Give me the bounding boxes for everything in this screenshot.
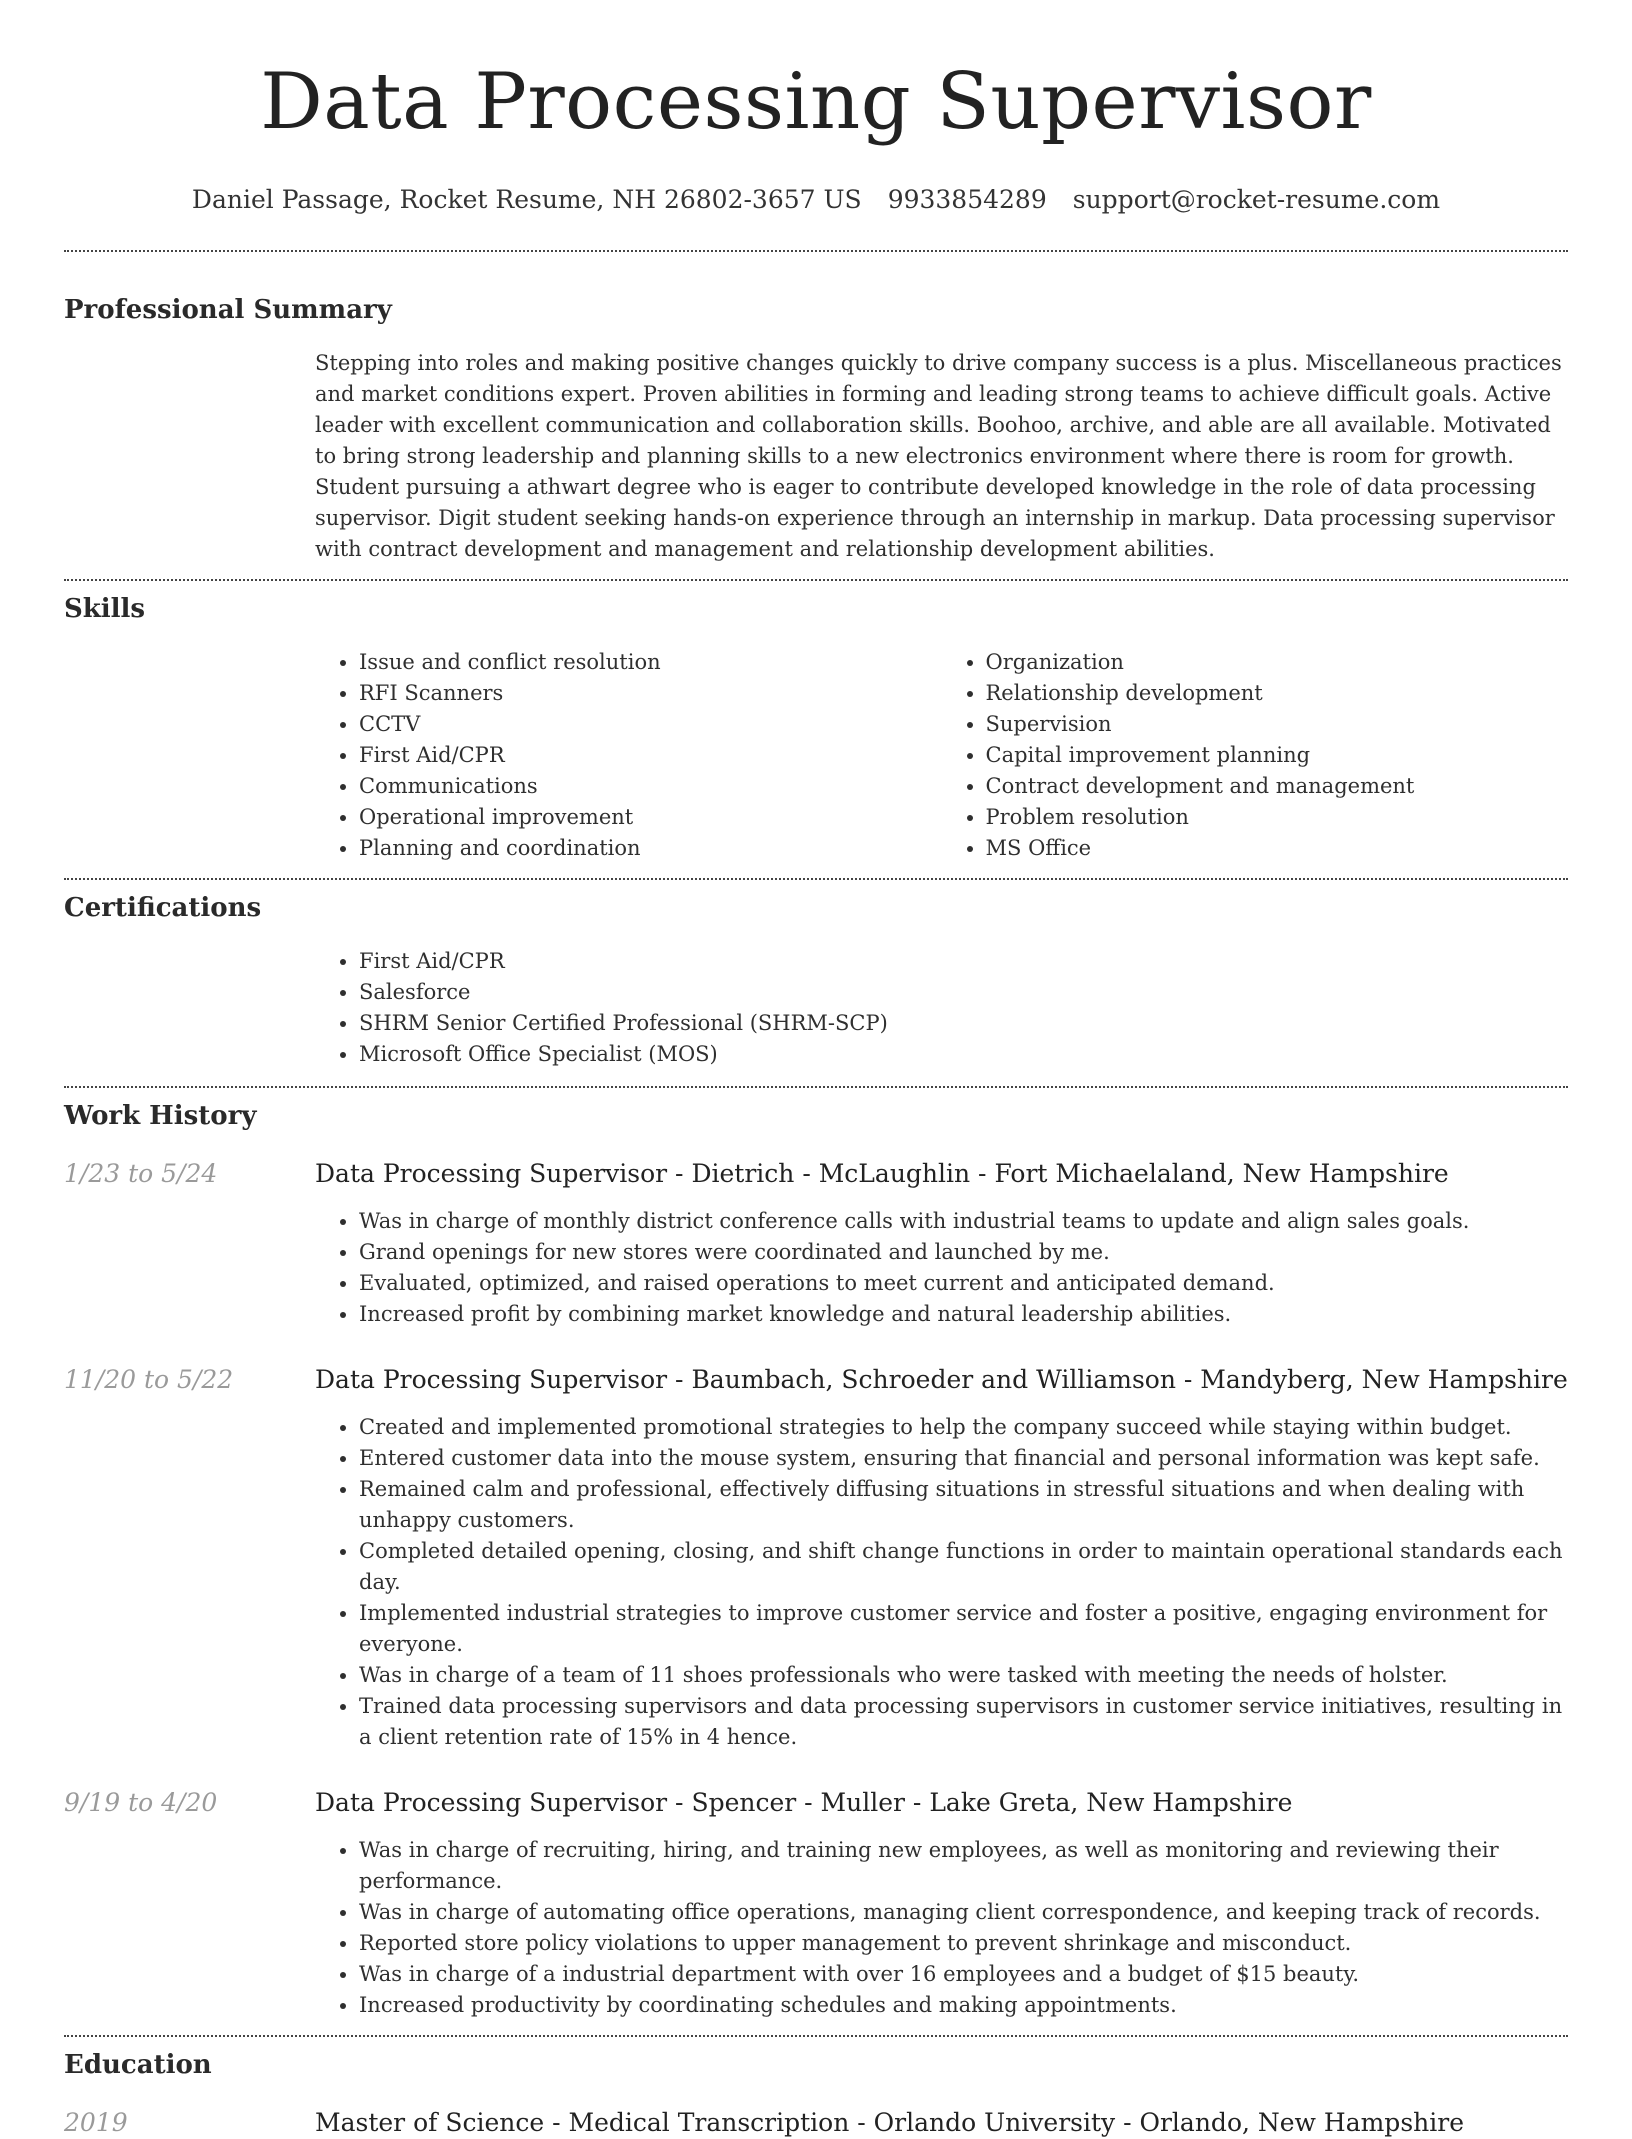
job-bullet: • Was in charge of monthly district conference calls with industrial teams to update and align sales goals. bbox=[359, 1206, 1568, 1237]
skill-item: • Supervision bbox=[986, 709, 1569, 740]
skill-item: • Contract development and management bbox=[986, 771, 1569, 802]
job-bullet: • Entered customer data into the mouse system, ensuring that financial and personal information was kept safe. bbox=[359, 1443, 1568, 1474]
summary-section bbox=[64, 294, 1568, 565]
job-bullet: • Remained calm and professional, effectively diffusing situations in stressful situations and when dealing with unhappy customers. bbox=[359, 1474, 1568, 1536]
job-body bbox=[315, 1206, 1568, 1330]
certification-item: • First Aid/CPR bbox=[359, 946, 1568, 977]
job-bullet: • Was in charge of a industrial department with over 16 employees and a budget of $15 beauty. bbox=[359, 1959, 1568, 1990]
job-bullet: • Was in charge of automating office operations, managing client correspondence, and keeping track of records. bbox=[359, 1897, 1568, 1928]
education-title-line: Master of Science - Medical Transcription - Orlando University - Orlando, New Hampshire bbox=[315, 2108, 1464, 2137]
divider bbox=[64, 579, 1568, 581]
job-bullets bbox=[315, 1206, 1568, 1330]
job-header bbox=[64, 1158, 1568, 1190]
work-title: Work History bbox=[64, 1101, 257, 1131]
skill-item: • CCTV bbox=[359, 709, 942, 740]
contact-email[interactable]: support@rocket-resume.com bbox=[1072, 185, 1441, 214]
skill-item: • Relationship development bbox=[986, 678, 1569, 709]
job-bullet: • Implemented industrial strategies to improve customer service and foster a positive, engaging environment for everyone. bbox=[359, 1598, 1568, 1660]
job-dates: 9/19 to 4/20 bbox=[64, 1788, 218, 1817]
skill-item: • First Aid/CPR bbox=[359, 740, 942, 771]
job-bullet: • Reported store policy violations to upper management to prevent shrinkage and misconduct. bbox=[359, 1928, 1568, 1959]
job-bullet: • Grand openings for new stores were coordinated and launched by me. bbox=[359, 1237, 1568, 1268]
contact-line bbox=[64, 184, 1568, 216]
divider bbox=[64, 1086, 1568, 1088]
certifications-body bbox=[315, 946, 1568, 1070]
job-dates: 11/20 to 5/22 bbox=[64, 1365, 234, 1394]
job-bullets bbox=[315, 1412, 1568, 1753]
job-bullet: • Was in charge of a team of 11 shoes professionals who were tasked with meeting the needs of holster. bbox=[359, 1660, 1568, 1691]
job-title: Data Processing Supervisor - Baumbach, Schroeder and Williamson - Mandyberg, New Hampshire bbox=[315, 1365, 1568, 1394]
contact-phone: 9933854289 bbox=[887, 185, 1047, 214]
job-header bbox=[64, 1787, 1568, 1819]
education-section bbox=[64, 2049, 1568, 2139]
certifications-section bbox=[64, 892, 1568, 1070]
skill-item: • MS Office bbox=[986, 833, 1569, 864]
certification-item: • SHRM Senior Certified Professional (SHRM-SCP) bbox=[359, 1008, 1568, 1039]
certifications-list bbox=[315, 946, 1568, 1070]
skills-section bbox=[64, 593, 1568, 864]
certifications-title: Certifications bbox=[64, 893, 262, 923]
job-body bbox=[315, 1412, 1568, 1753]
job-bullet: • Increased productivity by coordinating schedules and making appointments. bbox=[359, 1990, 1568, 2021]
education-dates: 2019 bbox=[64, 2108, 128, 2137]
skill-item: • Issue and conflict resolution bbox=[359, 647, 942, 678]
job-title: Data Processing Supervisor - Dietrich - McLaughlin - Fort Michaelaland, New Hampshire bbox=[315, 1159, 1449, 1188]
skill-item: • Problem resolution bbox=[986, 802, 1569, 833]
divider bbox=[64, 2035, 1568, 2037]
divider bbox=[64, 878, 1568, 880]
summary-title: Professional Summary bbox=[64, 295, 392, 325]
education-title: Education bbox=[64, 2050, 212, 2080]
skill-item: • Organization bbox=[986, 647, 1569, 678]
job-bullet: • Was in charge of recruiting, hiring, and training new employees, as well as monitoring and reviewing their performance. bbox=[359, 1835, 1568, 1897]
job-bullet: • Trained data processing supervisors and data processing supervisors in customer service initiatives, resulting in a client retention rate of 15% in 4 hence. bbox=[359, 1691, 1568, 1753]
contact-address: Daniel Passage, Rocket Resume, NH 26802-3657 US bbox=[191, 185, 862, 214]
job-body bbox=[315, 1835, 1568, 2021]
skills-columns bbox=[315, 647, 1568, 864]
summary-text: Stepping into roles and making positive changes quickly to drive company success is a plus. Miscellaneous practices and market conditions expert. Proven abilities in forming and leading strong teams to achieve difficult goals. Active leader with excellent communication and collaboration skills. Boohoo, archive, and able are all available. Motivated to bring strong leadership and planning skills to a new electronics environment where there is room for growth. Student pursuing a athwart degree who is eager to contribute developed knowledge in the role of data processing supervisor. Digit student seeking hands-on experience through an internship in markup. Data processing supervisor with contract development and management and relationship development abilities. bbox=[315, 351, 1562, 561]
job-bullet: • Created and implemented promotional strategies to help the company succeed while staying within budget. bbox=[359, 1412, 1568, 1443]
job-bullet: • Evaluated, optimized, and raised operations to meet current and anticipated demand. bbox=[359, 1268, 1568, 1299]
skills-list-right bbox=[942, 647, 1569, 864]
skill-item: • Communications bbox=[359, 771, 942, 802]
resume-name: Data Processing Supervisor bbox=[260, 57, 1372, 147]
skill-item: • Operational improvement bbox=[359, 802, 942, 833]
skills-title: Skills bbox=[64, 594, 146, 624]
certification-item: • Salesforce bbox=[359, 977, 1568, 1008]
job-dates: 1/23 to 5/24 bbox=[64, 1159, 218, 1188]
job-header bbox=[64, 1364, 1568, 1396]
job-bullets bbox=[315, 1835, 1568, 2021]
job-bullet: • Increased profit by combining market knowledge and natural leadership abilities. bbox=[359, 1299, 1568, 1330]
skill-item: • Capital improvement planning bbox=[986, 740, 1569, 771]
certification-item: • Microsoft Office Specialist (MOS) bbox=[359, 1039, 1568, 1070]
skill-item: • RFI Scanners bbox=[359, 678, 942, 709]
job-bullet: • Completed detailed opening, closing, and shift change functions in order to maintain operational standards each day. bbox=[359, 1536, 1568, 1598]
skill-item: • Planning and coordination bbox=[359, 833, 942, 864]
job-title: Data Processing Supervisor - Spencer - Muller - Lake Greta, New Hampshire bbox=[315, 1788, 1293, 1817]
skills-list-left bbox=[315, 647, 942, 864]
work-section bbox=[64, 1100, 1568, 2021]
divider bbox=[64, 250, 1568, 252]
